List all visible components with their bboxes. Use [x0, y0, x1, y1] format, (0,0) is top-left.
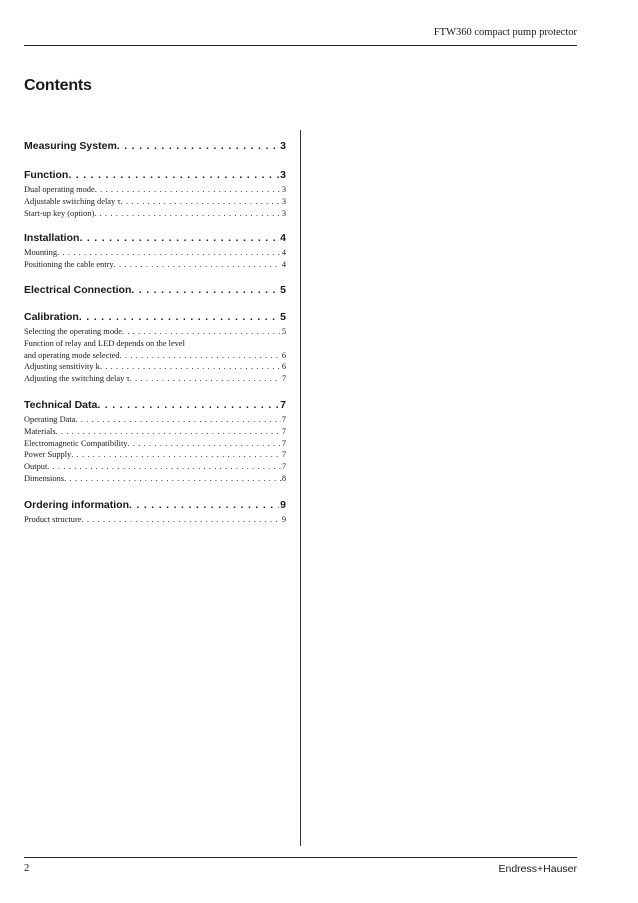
toc-section-page: 9 — [280, 498, 286, 511]
toc-section-heading[interactable] — [24, 310, 286, 325]
toc-section — [24, 231, 286, 271]
toc-entry-label: Adjusting sensitivity k — [24, 362, 100, 372]
toc-entry-label: Mounting — [24, 248, 58, 258]
toc-leader-dots — [79, 231, 279, 246]
toc-entry-page: 6 — [281, 350, 286, 360]
toc-section — [24, 398, 286, 485]
toc-entry[interactable] — [24, 196, 286, 208]
toc-entry[interactable] — [24, 514, 286, 526]
toc-leader-dots — [100, 361, 281, 373]
toc-section-heading[interactable] — [24, 168, 286, 183]
toc-entry[interactable] — [24, 414, 286, 426]
toc-entry-label: Electromagnetic Compatibility — [24, 438, 128, 448]
toc-section — [24, 498, 286, 526]
toc-entry[interactable] — [24, 373, 286, 385]
toc-section-title: Measuring System — [24, 140, 117, 152]
toc-entry-label: Adjusting the switching delay τ — [24, 374, 130, 384]
toc-leader-dots — [75, 414, 280, 426]
toc-entry[interactable] — [24, 426, 286, 438]
toc-leader-dots — [95, 184, 281, 196]
toc-entry[interactable] — [24, 338, 286, 350]
toc-entry-page: 6 — [281, 362, 286, 372]
header-rule — [24, 45, 577, 46]
toc-leader-dots — [81, 514, 280, 526]
toc-entry-label: Product structure — [24, 514, 82, 524]
toc-section-title: Ordering information — [24, 498, 129, 511]
toc-entry-label: Selecting the operating mode — [24, 326, 122, 336]
toc-entry-label: Positioning the cable entry — [24, 260, 114, 270]
toc-entry-label: Output — [24, 462, 48, 472]
toc-section-title: Technical Data — [24, 398, 98, 411]
toc-entry-page: 7 — [281, 414, 286, 424]
toc-entry-page: 3 — [281, 185, 286, 194]
toc-leader-dots — [79, 310, 279, 325]
toc-entry-page: 7 — [281, 462, 286, 472]
toc-entry[interactable] — [24, 449, 286, 461]
toc-section-page: 4 — [280, 232, 286, 245]
toc-section-page: 3 — [280, 140, 286, 152]
toc-section-page: 5 — [280, 283, 286, 296]
toc-entry-page: 4 — [281, 260, 286, 270]
toc-section-heading[interactable] — [24, 231, 286, 246]
toc-section — [24, 310, 286, 385]
toc-entry[interactable] — [24, 350, 286, 362]
toc-entry-page: 9 — [281, 514, 286, 524]
toc-section-page: 3 — [280, 169, 286, 181]
toc-entry[interactable] — [24, 184, 286, 196]
toc-entry-page: 3 — [281, 196, 286, 206]
toc-entry[interactable] — [24, 438, 286, 450]
toc-section-title: Calibration — [24, 310, 79, 323]
toc-section-title: Function — [24, 169, 69, 181]
toc-entry-label: Power Supply — [24, 450, 72, 460]
toc-entry[interactable] — [24, 361, 286, 373]
toc-entry-page: 4 — [281, 248, 286, 258]
toc-section-heading[interactable] — [24, 398, 286, 413]
toc-entry-label: Materials — [24, 426, 56, 436]
toc-entry-page: 7 — [281, 450, 286, 460]
toc-entry-page: 7 — [281, 374, 286, 384]
toc-leader-dots — [64, 473, 281, 485]
toc-leader-dots — [56, 426, 281, 438]
toc-entry-page: 7 — [281, 438, 286, 448]
toc-entry-page: 3 — [281, 208, 286, 218]
toc-section — [24, 168, 286, 219]
toc-leader-dots — [122, 326, 281, 338]
toc-leader-dots — [68, 168, 279, 183]
footer-brand: Endress+Hauser — [498, 863, 577, 875]
toc-section-title: Installation — [24, 232, 80, 245]
toc-leader-dots — [71, 449, 281, 461]
toc-entry-label: Operating Data — [24, 414, 76, 424]
toc-section-heading[interactable] — [24, 283, 286, 298]
toc-entry-label: and operating mode selected — [24, 350, 120, 360]
toc-entry-page: 5 — [281, 326, 286, 336]
table-of-contents — [24, 127, 286, 526]
toc-entry[interactable] — [24, 326, 286, 338]
toc-leader-dots — [94, 208, 281, 220]
toc-section-title: Electrical Connection — [24, 283, 132, 296]
toc-entry-label: Dimensions — [24, 473, 65, 483]
header-title: FTW360 compact pump protector — [433, 27, 577, 38]
toc-leader-dots — [129, 498, 279, 513]
toc-section — [24, 283, 286, 298]
toc-entry[interactable] — [24, 259, 286, 271]
toc-section-heading[interactable] — [24, 139, 286, 154]
toc-entry-label: Adjustable switching delay τ — [24, 196, 121, 206]
toc-leader-dots — [121, 196, 281, 208]
toc-section-page: 5 — [280, 310, 286, 323]
toc-leader-dots — [114, 259, 281, 271]
toc-leader-dots — [130, 373, 281, 385]
toc-entry[interactable] — [24, 473, 286, 485]
footer-rule — [24, 857, 577, 858]
toc-section — [24, 139, 286, 154]
toc-entry[interactable] — [24, 247, 286, 259]
toc-leader-dots — [57, 247, 281, 259]
toc-leader-dots — [120, 350, 281, 362]
toc-section-page: 7 — [280, 398, 286, 411]
toc-section-heading[interactable] — [24, 498, 286, 513]
toc-leader-dots — [131, 283, 279, 298]
toc-entry-page: 8 — [281, 473, 286, 483]
toc-entry-page: 7 — [281, 426, 286, 436]
toc-entry[interactable] — [24, 461, 286, 473]
toc-entry-label: Start-up key (option) — [24, 208, 95, 218]
toc-leader-dots — [97, 398, 279, 413]
toc-leader-dots — [47, 461, 281, 473]
toc-leader-dots — [128, 438, 281, 450]
column-divider — [300, 130, 301, 846]
contents-title: Contents — [24, 77, 92, 94]
toc-entry-label: Dual operating mode — [24, 185, 95, 194]
toc-entry-label: Function of relay and LED depends on the level — [24, 338, 185, 348]
page-number: 2 — [24, 863, 30, 874]
toc-entry[interactable] — [24, 208, 286, 220]
toc-leader-dots — [117, 139, 279, 154]
